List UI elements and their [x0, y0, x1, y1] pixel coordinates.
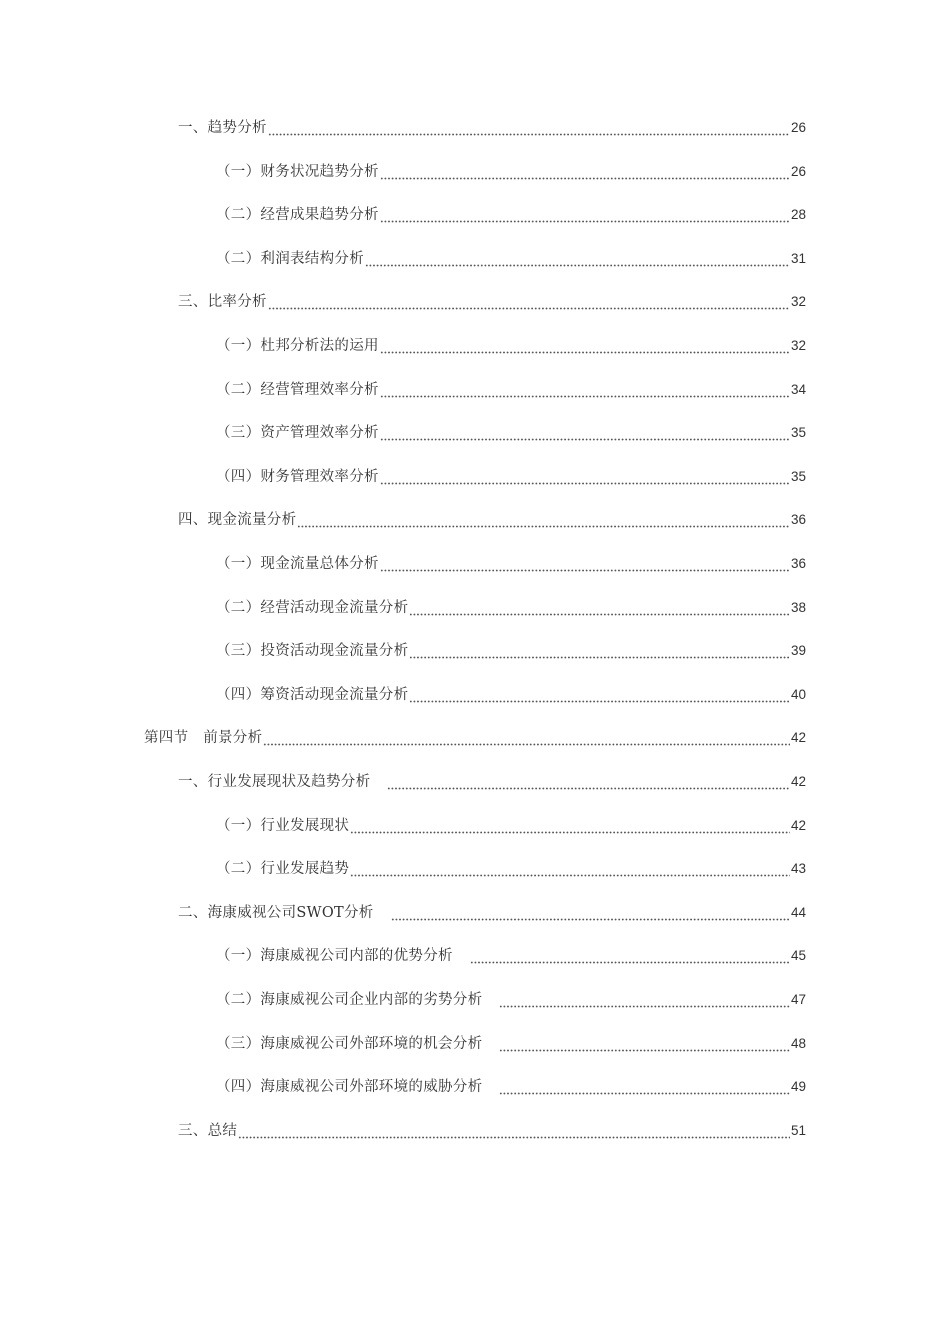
toc-dot-leader [380, 423, 790, 443]
toc-entry[interactable] [178, 1115, 806, 1141]
toc-dot-leader [380, 205, 790, 225]
toc-dot-leader [499, 1077, 790, 1097]
toc-entry[interactable] [178, 112, 806, 138]
toc-entry[interactable] [216, 940, 806, 966]
toc-entry[interactable] [216, 156, 806, 182]
toc-dot-leader [409, 641, 790, 661]
toc-entry-page-number: 42 [790, 817, 806, 833]
toc-entry-page-number: 36 [790, 512, 806, 528]
toc-dot-leader [499, 1034, 790, 1054]
toc-dot-leader [268, 292, 790, 312]
toc-dot-leader [380, 380, 790, 400]
toc-entry-title: （一）财务状况趋势分析 [216, 163, 379, 180]
toc-entry-title: （三）资产管理效率分析 [216, 425, 379, 442]
toc-entry-title: （一）现金流量总体分析 [216, 556, 379, 572]
toc-entry[interactable] [178, 766, 806, 792]
toc-entry-page-number: 49 [790, 1079, 806, 1095]
toc-entry-title: （二）海康威视公司企业内部的劣势分析 [216, 992, 483, 1008]
toc-entry[interactable] [216, 853, 806, 879]
toc-entry-page-number: 42 [790, 730, 806, 746]
toc-entry[interactable] [216, 679, 806, 705]
toc-dot-leader [350, 859, 790, 879]
toc-dot-leader [409, 598, 790, 618]
toc-entry-page-number: 32 [790, 294, 806, 310]
toc-entry-title: （四）海康威视公司外部环境的威胁分析 [216, 1079, 483, 1096]
toc-dot-leader [380, 162, 790, 182]
toc-entry-title: 一、行业发展现状及趋势分析 [178, 774, 371, 790]
toc-entry-page-number: 45 [790, 948, 806, 964]
toc-entry-title: 一、趋势分析 [178, 120, 267, 136]
toc-entry[interactable] [216, 374, 806, 400]
toc-entry[interactable] [216, 592, 806, 618]
toc-entry-page-number: 26 [790, 120, 806, 135]
toc-entry-title: 三、比率分析 [178, 294, 267, 311]
toc-entry-title: 三、总结 [178, 1122, 238, 1139]
toc-entry-title: （一）行业发展现状 [216, 817, 350, 834]
toc-entry-title: （三）投资活动现金流量分析 [216, 643, 409, 660]
toc-dot-leader [380, 554, 790, 574]
toc-dot-leader [263, 728, 790, 748]
toc-entry[interactable] [216, 810, 806, 836]
toc-entry-page-number: 31 [790, 250, 806, 266]
toc-entry-title: （三）海康威视公司外部环境的机会分析 [216, 1035, 483, 1052]
toc-entry-title: 二、海康威视公司SWOT分析 [178, 904, 374, 921]
toc-dot-leader [350, 816, 790, 836]
toc-entry[interactable] [216, 199, 806, 225]
toc-entry-page-number: 35 [790, 468, 806, 484]
toc-entry-title: （二）经营成果趋势分析 [216, 207, 379, 224]
toc-entry-title: （二）经营活动现金流量分析 [216, 599, 409, 616]
toc-dot-leader [268, 118, 790, 138]
toc-entry-page-number: 51 [790, 1122, 806, 1138]
toc-entry[interactable] [216, 461, 806, 487]
toc-entry-page-number: 32 [790, 338, 806, 353]
toc-dot-leader [238, 1121, 790, 1141]
toc-dot-leader [391, 903, 790, 923]
toc-entry-page-number: 47 [790, 992, 806, 1007]
toc-entry-title: （四）财务管理效率分析 [216, 468, 379, 485]
toc-entry[interactable] [178, 897, 806, 923]
toc-entry-page-number: 39 [790, 643, 806, 659]
toc-dot-leader [365, 249, 790, 269]
toc-entry-page-number: 40 [790, 686, 806, 702]
toc-entry[interactable] [216, 1028, 806, 1054]
toc-entry-page-number: 28 [790, 207, 806, 223]
toc-entry-title: （一）杜邦分析法的运用 [216, 338, 379, 354]
toc-entry-page-number: 44 [790, 904, 806, 920]
toc-entry-page-number: 43 [790, 861, 806, 877]
toc-entry[interactable] [216, 548, 806, 574]
toc-entry[interactable] [178, 286, 806, 312]
toc-entry-title: （二）经营管理效率分析 [216, 381, 379, 398]
toc-dot-leader [499, 990, 790, 1010]
toc-entry-page-number: 36 [790, 556, 806, 571]
toc-dot-leader [380, 336, 790, 356]
toc-entry-title: 第四节 前景分析 [144, 730, 263, 747]
toc-dot-leader [380, 467, 790, 487]
toc-entry-title: （二）行业发展趋势 [216, 861, 350, 878]
toc-entry-title: （四）筹资活动现金流量分析 [216, 686, 409, 703]
toc-entry[interactable] [144, 722, 806, 748]
toc-dot-leader [387, 772, 790, 792]
toc-entry-page-number: 35 [790, 425, 806, 441]
toc-dot-leader [470, 946, 790, 966]
toc-entry[interactable] [216, 417, 806, 443]
toc-entry-page-number: 34 [790, 381, 806, 397]
toc-entry-title: 四、现金流量分析 [178, 512, 297, 529]
toc-entry[interactable] [216, 984, 806, 1010]
toc-entry-page-number: 26 [790, 163, 806, 179]
toc-entry-page-number: 42 [790, 774, 806, 789]
toc-entry-page-number: 38 [790, 599, 806, 615]
toc-entry[interactable] [178, 504, 806, 530]
toc-entry-page-number: 48 [790, 1035, 806, 1051]
toc-entry[interactable] [216, 1071, 806, 1097]
toc-entry[interactable] [216, 243, 806, 269]
toc-entry-title: （一）海康威视公司内部的优势分析 [216, 948, 453, 965]
toc-entry-title: （二）利润表结构分析 [216, 250, 364, 267]
toc-entry[interactable] [216, 330, 806, 356]
toc-dot-leader [409, 685, 790, 705]
toc-entry[interactable] [216, 635, 806, 661]
toc-dot-leader [297, 510, 790, 530]
